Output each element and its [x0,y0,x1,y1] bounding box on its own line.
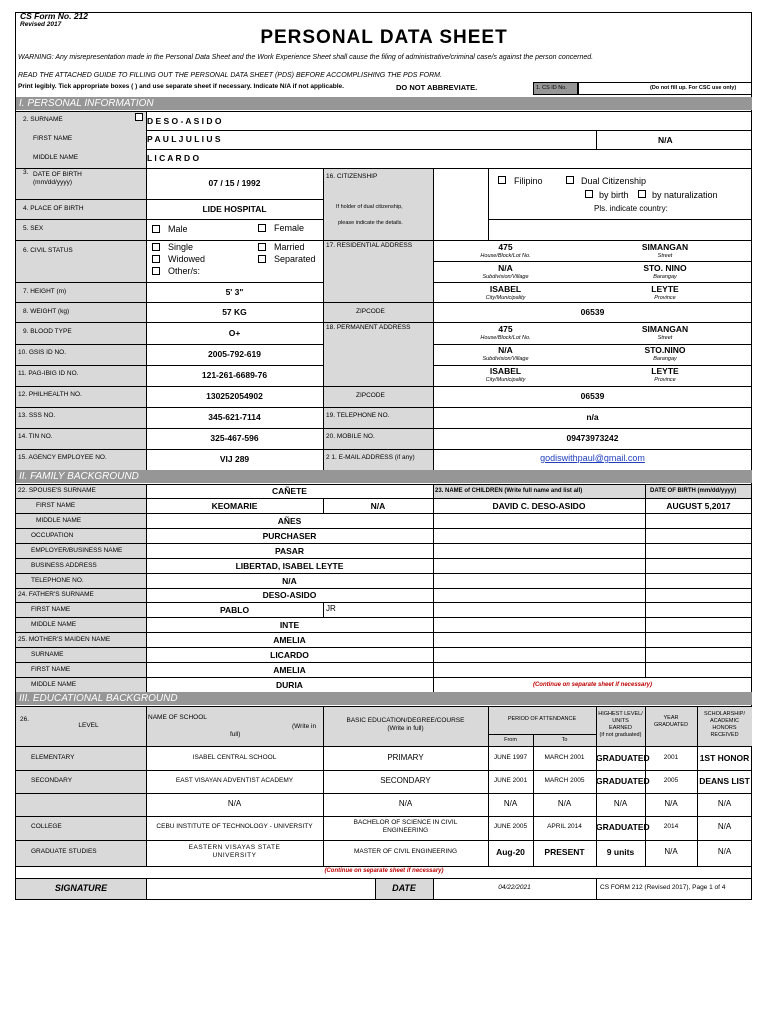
edu-row-school[interactable]: CEBU INSTITUTE OF TECHNOLOGY - UNIVERSITY [156,823,313,830]
res-street-caption: Street [657,253,673,259]
father-surname-value[interactable]: DESO-ASIDO [262,590,317,600]
edu-row-level: ELEMENTARY [31,754,75,761]
edu-row-honors[interactable]: 1ST HONOR [699,753,750,763]
blood-type-value[interactable]: O+ [228,328,241,338]
spouse-employer-value[interactable]: PASAR [274,546,305,556]
by-birth-label: by birth [599,190,629,200]
middle-name-label: MIDDLE NAME [33,154,79,161]
edu-row-level: COLLEGE [31,823,62,830]
dob-number: 3. [23,169,29,176]
separated-checkbox[interactable] [258,255,266,263]
father-first-name-label: FIRST NAME [31,606,71,613]
edu-school-sub1: (Write in [292,723,317,730]
edu-school-sub2: full) [230,731,241,738]
agency-label: 15. AGENCY EMPLOYEE NO. [18,454,107,461]
mother-middle-name-label: MIDDLE NAME [31,681,77,688]
employer-label: EMPLOYER/BUSINESS NAME [31,547,123,554]
first-name-label: FIRST NAME [33,135,73,142]
country-field[interactable] [488,219,752,240]
page-footer: CS FORM 212 (Revised 2017), Page 1 of 4 [600,884,726,891]
spouse-occupation-value[interactable]: PURCHASER [262,531,317,541]
edu-row-year[interactable]: 2001 [663,754,679,761]
civil-status-label: 6. CIVIL STATUS [23,247,73,254]
by-birth-checkbox[interactable] [585,190,593,198]
dual-citizenship-label: Dual Citizenship [581,176,647,186]
dob-label: DATE OF BIRTH [33,171,82,178]
mother-first-name-label: FIRST NAME [31,666,71,673]
edu-row-from[interactable]: N/A [503,799,518,808]
height-label: 7. HEIGHT (m) [23,288,67,295]
telephone-label: 19. TELEPHONE NO. [326,412,390,419]
child-name-value[interactable]: DAVID C. DESO-ASIDO [492,501,586,511]
edu-row-to[interactable]: N/A [557,799,572,808]
edu-row-to[interactable]: MARCH 2005 [544,777,585,784]
surname-label: 2. SURNAME [23,116,63,123]
others-checkbox[interactable] [152,267,160,275]
female-label: Female [274,223,305,233]
edu-row-highest[interactable]: GRADUATED [596,822,650,832]
do-not-abbreviate: DO NOT ABBREVIATE. [396,83,478,92]
edu-row-from[interactable]: JUNE 2001 [493,777,528,784]
father-middle-name-value[interactable]: INTE [279,620,300,630]
edu-honors-header-4: RECEIVED [710,732,739,738]
edu-row-school[interactable]: ISABEL CENTRAL SCHOOL [192,754,277,761]
res-province-caption: Province [654,295,676,301]
residential-address-label: 17. RESIDENTIAL ADDRESS [326,242,413,249]
male-label: Male [168,224,188,234]
spouse-telephone-value[interactable]: N/A [282,576,297,586]
edu-row-highest[interactable]: GRADUATED [596,776,650,786]
mother-maiden-value[interactable]: AMELIA [273,635,306,645]
edu-row-year[interactable]: 2005 [663,777,679,784]
agency-value[interactable]: VIJ 289 [219,454,250,464]
edu-honors-header-2: ACADEMIC [709,718,740,724]
edu-row-honors[interactable]: DEANS LIST [699,776,750,786]
gsis-value[interactable]: 2005-792-619 [208,349,261,359]
married-checkbox[interactable] [258,243,266,251]
indicate-country-label: Pls. indicate country: [594,204,668,213]
edu-row-highest[interactable]: GRADUATED [596,753,650,763]
edu-row-honors[interactable]: N/A [717,847,732,856]
edu-from-header: From [504,737,517,743]
edu-row-from[interactable]: JUNE 1997 [493,754,528,761]
spouse-first-name-label: FIRST NAME [36,502,76,509]
mother-first-name-value[interactable]: AMELIA [273,665,306,675]
children-continue-note: (Continue on separate sheet if necessary) [532,682,653,688]
edu-row-honors[interactable]: N/A [717,799,732,808]
surname-checkbox[interactable] [135,113,143,121]
weight-label: 8. WEIGHT (kg) [23,308,70,315]
email-label: 2 1. E-MAIL ADDRESS (if any) [326,454,415,461]
perm-barangay-value[interactable]: STO.NINO [644,345,686,355]
date-label: DATE [392,883,416,893]
pob-value[interactable]: LIDE HOSPITAL [202,204,267,214]
female-checkbox[interactable] [258,224,266,232]
spouse-first-name-value[interactable]: KEOMARIE [211,501,258,511]
perm-house-caption: House/Block/Lot No. [480,335,531,341]
edu-highest-header-2: UNITS [612,718,629,724]
dob-format: (mm/dd/yyyy) [33,179,72,186]
res-city-caption: City/Municipality [485,295,526,301]
edu-row-school[interactable]: EAST VISAYAN ADVENTIST ACADEMY [175,777,294,784]
res-zip-value[interactable]: 06539 [580,307,605,317]
by-naturalization-checkbox[interactable] [638,190,646,198]
edu-honors-header-1: SCHOLARSHIP/ [704,711,745,717]
edu-row-level: SECONDARY [31,777,73,784]
section-education: III. EDUCATIONAL BACKGROUND [16,692,752,705]
edu-row-to[interactable]: MARCH 2001 [544,754,585,761]
by-naturalization-label: by naturalization [652,190,718,200]
edu-row-course[interactable]: SECONDARY [380,776,431,785]
cs-id-label: 1. CS ID No. [536,85,567,91]
separated-label: Separated [274,254,316,264]
edu-highest-header-4: (if not graduated) [599,732,642,738]
section-personal: I. PERSONAL INFORMATION [16,97,752,110]
dual-citizenship-checkbox[interactable] [566,176,574,184]
edu-to-header: To [561,737,568,743]
others-label: Other/s: [168,266,201,276]
print-note: Print legibly. Tick appropriate boxes ( ) and use separate sheet if necessary. Indicate N/A if not applicable. [18,83,344,90]
spouse-middle-name-value[interactable]: AÑES [277,516,302,526]
signature-label: SIGNATURE [54,883,108,893]
single-checkbox[interactable] [152,243,160,251]
edu-course-sub: (Write in full) [387,725,424,732]
edu-row-year[interactable]: N/A [664,799,678,808]
res-street-value[interactable]: SIMANGAN [641,242,689,252]
father-first-name-value[interactable]: PABLO [219,605,250,615]
occupation-label: OCCUPATION [31,532,74,539]
philhealth-label: 12. PHILHEALTH NO. [18,391,82,398]
edu-row-level: GRADUATE STUDIES [31,848,97,855]
edu-level-header: LEVEL [78,722,99,729]
res-subdivision-value[interactable]: N/A [498,263,513,273]
widowed-checkbox[interactable] [152,255,160,263]
male-checkbox[interactable] [152,225,160,233]
sss-value[interactable]: 345-621-7114 [208,412,261,422]
mother-surname-value[interactable]: LICARDO [270,650,309,660]
section-family: II. FAMILY BACKGROUND [16,470,752,483]
edu-row-to[interactable]: PRESENT [544,847,585,857]
perm-province-value[interactable]: LEYTE [651,366,679,376]
married-label: Married [274,242,305,252]
filipino-checkbox[interactable] [498,176,506,184]
spouse-business-address-value[interactable]: LIBERTAD, ISABEL LEYTE [235,561,344,571]
tin-label: 14. TIN NO. [18,433,53,440]
perm-house-value[interactable]: 475 [498,324,513,334]
res-house-caption: House/Block/Lot No. [480,253,531,259]
res-barangay-value[interactable]: STO. NINO [643,263,687,273]
dual-note-2: please indicate the details. [338,220,403,226]
res-zipcode-label: ZIPCODE [356,308,385,315]
sss-label: 13. SSS NO. [18,412,56,419]
warning-text: WARNING: Any misrepresentation made in the Personal Data Sheet and the Work Experience Sheet shall cause the filing of administrative/criminal case/s against the person concerned. [18,54,594,61]
edu-row-course[interactable]: BACHELOR OF SCIENCE IN CIVIL ENGINEERING [353,819,458,834]
perm-subdivision-value[interactable]: N/A [498,345,513,355]
mother-surname-label: SURNAME [31,651,64,658]
height-value[interactable]: 5' 3" [225,287,244,297]
pob-label: 4. PLACE OF BIRTH [23,205,84,212]
edu-row-course[interactable]: PRIMARY [387,753,424,762]
perm-street-value[interactable]: SIMANGAN [641,324,689,334]
edu-num: 26. [20,716,30,723]
edu-period-header: PERIOD OF ATTENDANCE [507,716,577,722]
res-province-value[interactable]: LEYTE [651,284,679,294]
edu-honors-header-3: HONORS [712,725,737,731]
edu-row-highest[interactable]: 9 units [606,847,635,857]
surname-value[interactable]: D E S O - A S I D O [147,116,222,126]
perm-zip-value[interactable]: 06539 [580,391,605,401]
gsis-label: 10. GSIS ID NO. [18,349,67,356]
edu-row-to[interactable]: APRIL 2014 [547,823,582,830]
perm-street-caption: Street [657,335,673,341]
children-header: 23. NAME of CHILDREN (Write full name and list all) [435,488,583,494]
citizenship-label: 16. CITIZENSHIP [326,173,378,180]
weight-value[interactable]: 57 KG [222,307,247,317]
spouse-middle-name-label: MIDDLE NAME [36,517,82,524]
sex-label: 5. SEX [23,225,44,232]
edu-year-header-2: GRADUATED [653,722,689,728]
perm-subdivision-caption: Subdivision/Village [482,356,529,362]
tin-value[interactable]: 325-467-596 [210,433,259,443]
guide-note: READ THE ATTACHED GUIDE TO FILLING OUT THE PERSONAL DATA SHEET (PDS) BEFORE ACCOMPLISHING THE PDS FORM. [18,72,442,79]
edu-highest-header-1: HIGHEST LEVEL/ [598,711,643,717]
child-dob-value[interactable]: AUGUST 5,2017 [666,501,731,511]
father-middle-name-label: MIDDLE NAME [31,621,77,628]
father-surname-label: 24. FATHER'S SURNAME [18,591,94,598]
single-label: Single [168,242,194,252]
middle-name-value[interactable]: L I C A R D O [147,153,200,163]
spouse-surname-value[interactable]: CAÑETE [272,486,307,496]
mother-maiden-label: 25. MOTHER'S MAIDEN NAME [18,636,111,643]
mother-middle-name-value[interactable]: DURIA [276,680,303,690]
edu-school-header: NAME OF SCHOOL [148,714,207,721]
signature-field[interactable] [147,879,374,898]
first-name-value[interactable]: P A U L J U L I U S [147,134,221,144]
edu-row-course[interactable]: N/A [398,799,413,808]
page-title: PERSONAL DATA SHEET [260,27,508,48]
edu-year-header-1: YEAR [663,715,679,721]
edu-row-honors[interactable]: N/A [717,822,732,831]
spouse-telephone-label: TELEPHONE NO. [31,577,84,584]
edu-row-course[interactable]: MASTER OF CIVIL ENGINEERING [353,848,458,855]
form-revision: Revised 2017 [20,21,62,28]
res-city-value[interactable]: ISABEL [489,284,522,294]
mobile-label: 20. MOBILE NO. [326,433,375,440]
telephone-value[interactable]: n/a [586,412,599,422]
perm-city-caption: City/Municipality [485,377,526,383]
csc-note: (Do not fill up. For CSC use only) [650,85,737,91]
father-name-ext-value[interactable]: JR [326,604,336,613]
child-dob-header: DATE OF BIRTH (mm/dd/yyyy) [650,488,737,494]
dual-note-1: If holder of dual citizenship, [336,204,403,210]
edu-row-school[interactable]: EASTERN VISAYAS STATE UNIVERSITY [188,844,281,859]
res-subdivision-caption: Subdivision/Village [482,274,529,280]
dob-value[interactable]: 07 / 15 / 1992 [208,178,261,188]
date-value[interactable]: 04/22/2021 [498,884,531,891]
perm-province-caption: Province [654,377,676,383]
business-address-label: BUSINESS ADDRESS [31,562,97,569]
email-value[interactable]: godiswithpaul@gmail.com [540,453,645,463]
edu-row-school[interactable]: N/A [227,799,242,808]
edu-course-header: BASIC EDUCATION/DEGREE/COURSE [346,717,465,724]
edu-row-highest[interactable]: N/A [613,799,628,808]
edu-row-year[interactable]: N/A [664,847,678,856]
edu-row-year[interactable]: 2014 [663,823,679,830]
form-number: CS Form No. 212 [20,11,89,21]
edu-continue-note: (Continue on separate sheet if necessary) [324,868,444,874]
spouse-surname-label: 22. SPOUSE'S SURNAME [18,487,96,494]
perm-city-value[interactable]: ISABEL [489,366,522,376]
edu-row-from[interactable]: Aug-20 [496,847,525,857]
pagibig-value[interactable]: 121-261-6689-76 [201,370,268,380]
res-barangay-caption: Barangay [653,274,677,280]
pagibig-label: 11. PAG-IBIG ID NO. [18,370,79,377]
permanent-address-label: 18. PERMANENT ADDRESS [326,324,411,331]
edu-row-from[interactable]: JUNE 2005 [493,823,528,830]
mobile-value[interactable]: 09473973242 [566,433,619,443]
philhealth-value[interactable]: 130252054902 [206,391,263,401]
blood-type-label: 9. BLOOD TYPE [23,328,72,335]
name-extension-value[interactable]: N/A [658,135,673,145]
perm-barangay-caption: Barangay [653,356,677,362]
filipino-label: Filipino [514,176,543,186]
edu-highest-header-3: EARNED [609,725,632,731]
perm-zipcode-label: ZIPCODE [356,392,385,399]
widowed-label: Widowed [168,254,206,264]
res-house-value[interactable]: 475 [498,242,513,252]
spouse-name-ext-value[interactable]: N/A [370,501,386,511]
